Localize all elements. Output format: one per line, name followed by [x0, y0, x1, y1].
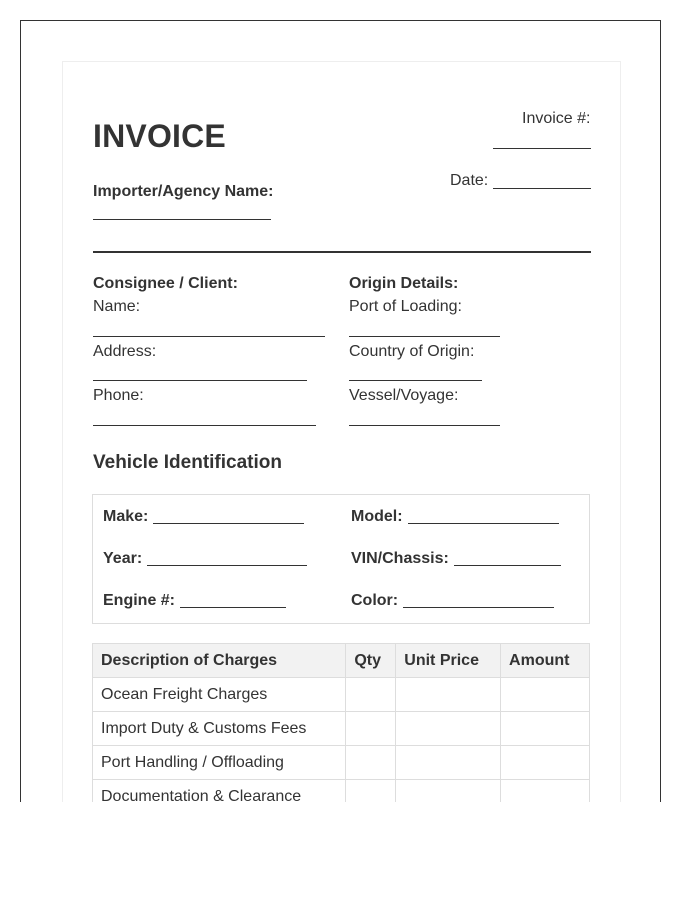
qty-cell[interactable] [346, 780, 396, 803]
year-label: Year: [103, 550, 143, 567]
column-header-description: Description of Charges [93, 644, 346, 678]
vin-label: VIN/Chassis: [351, 550, 449, 567]
charges-header-row [93, 644, 590, 678]
charge-description: Port Handling / Offloading [93, 746, 346, 780]
unit-price-cell[interactable] [396, 746, 501, 780]
consignee-phone-label: Phone: [93, 387, 144, 404]
amount-cell[interactable] [501, 678, 590, 712]
consignee-address-line[interactable] [93, 380, 307, 381]
color-label: Color: [351, 592, 399, 609]
vehicle-identification-box [92, 494, 590, 624]
vin-line[interactable] [454, 564, 561, 566]
importer-label: Importer/Agency Name: [93, 183, 274, 200]
table-row [93, 678, 590, 712]
color-field[interactable] [351, 592, 554, 610]
model-label: Model: [351, 508, 403, 525]
vessel-voyage-line[interactable] [349, 425, 500, 426]
table-row [93, 712, 590, 746]
vin-field[interactable] [351, 550, 561, 568]
column-header-qty: Qty [346, 644, 396, 678]
consignee-name-label: Name: [93, 298, 141, 315]
country-of-origin-label: Country of Origin: [349, 343, 475, 360]
unit-price-cell[interactable] [396, 712, 501, 746]
table-row [93, 746, 590, 780]
header-divider [93, 251, 591, 253]
table-row [93, 780, 590, 803]
model-field[interactable] [351, 508, 559, 526]
unit-price-cell[interactable] [396, 678, 501, 712]
consignee-name-line[interactable] [93, 336, 325, 337]
model-line[interactable] [408, 522, 559, 524]
consignee-address-label: Address: [93, 343, 157, 360]
qty-cell[interactable] [346, 746, 396, 780]
date-label: Date: [450, 172, 489, 189]
importer-line[interactable] [93, 219, 271, 220]
make-field[interactable] [103, 508, 304, 526]
invoice-number-label: Invoice #: [522, 110, 591, 127]
port-of-loading-line[interactable] [349, 336, 500, 337]
unit-price-cell[interactable] [396, 780, 501, 803]
country-of-origin-line[interactable] [349, 380, 482, 381]
origin-heading: Origin Details: [349, 275, 459, 292]
amount-cell[interactable] [501, 746, 590, 780]
qty-cell[interactable] [346, 712, 396, 746]
column-header-amount: Amount [501, 644, 590, 678]
year-line[interactable] [147, 564, 307, 566]
vehicle-section-title: Vehicle Identification [93, 452, 282, 473]
invoice-title: INVOICE [93, 118, 226, 154]
color-line[interactable] [403, 606, 554, 608]
consignee-heading: Consignee / Client: [93, 275, 238, 292]
vessel-voyage-label: Vessel/Voyage: [349, 387, 459, 404]
make-line[interactable] [153, 522, 304, 524]
charges-table [92, 643, 590, 802]
charge-description: Ocean Freight Charges [93, 678, 346, 712]
date-line[interactable] [493, 188, 591, 189]
charge-description: Import Duty & Customs Fees [93, 712, 346, 746]
port-of-loading-label: Port of Loading: [349, 298, 462, 315]
engine-field[interactable] [103, 592, 286, 610]
engine-line[interactable] [180, 606, 286, 608]
document-frame [20, 20, 661, 802]
year-field[interactable] [103, 550, 307, 568]
column-header-unit-price: Unit Price [396, 644, 501, 678]
amount-cell[interactable] [501, 780, 590, 803]
engine-label: Engine #: [103, 592, 176, 609]
amount-cell[interactable] [501, 712, 590, 746]
invoice-number-line[interactable] [493, 148, 591, 149]
consignee-phone-line[interactable] [93, 425, 316, 426]
charge-description: Documentation & Clearance [93, 780, 346, 803]
qty-cell[interactable] [346, 678, 396, 712]
make-label: Make: [103, 508, 149, 525]
